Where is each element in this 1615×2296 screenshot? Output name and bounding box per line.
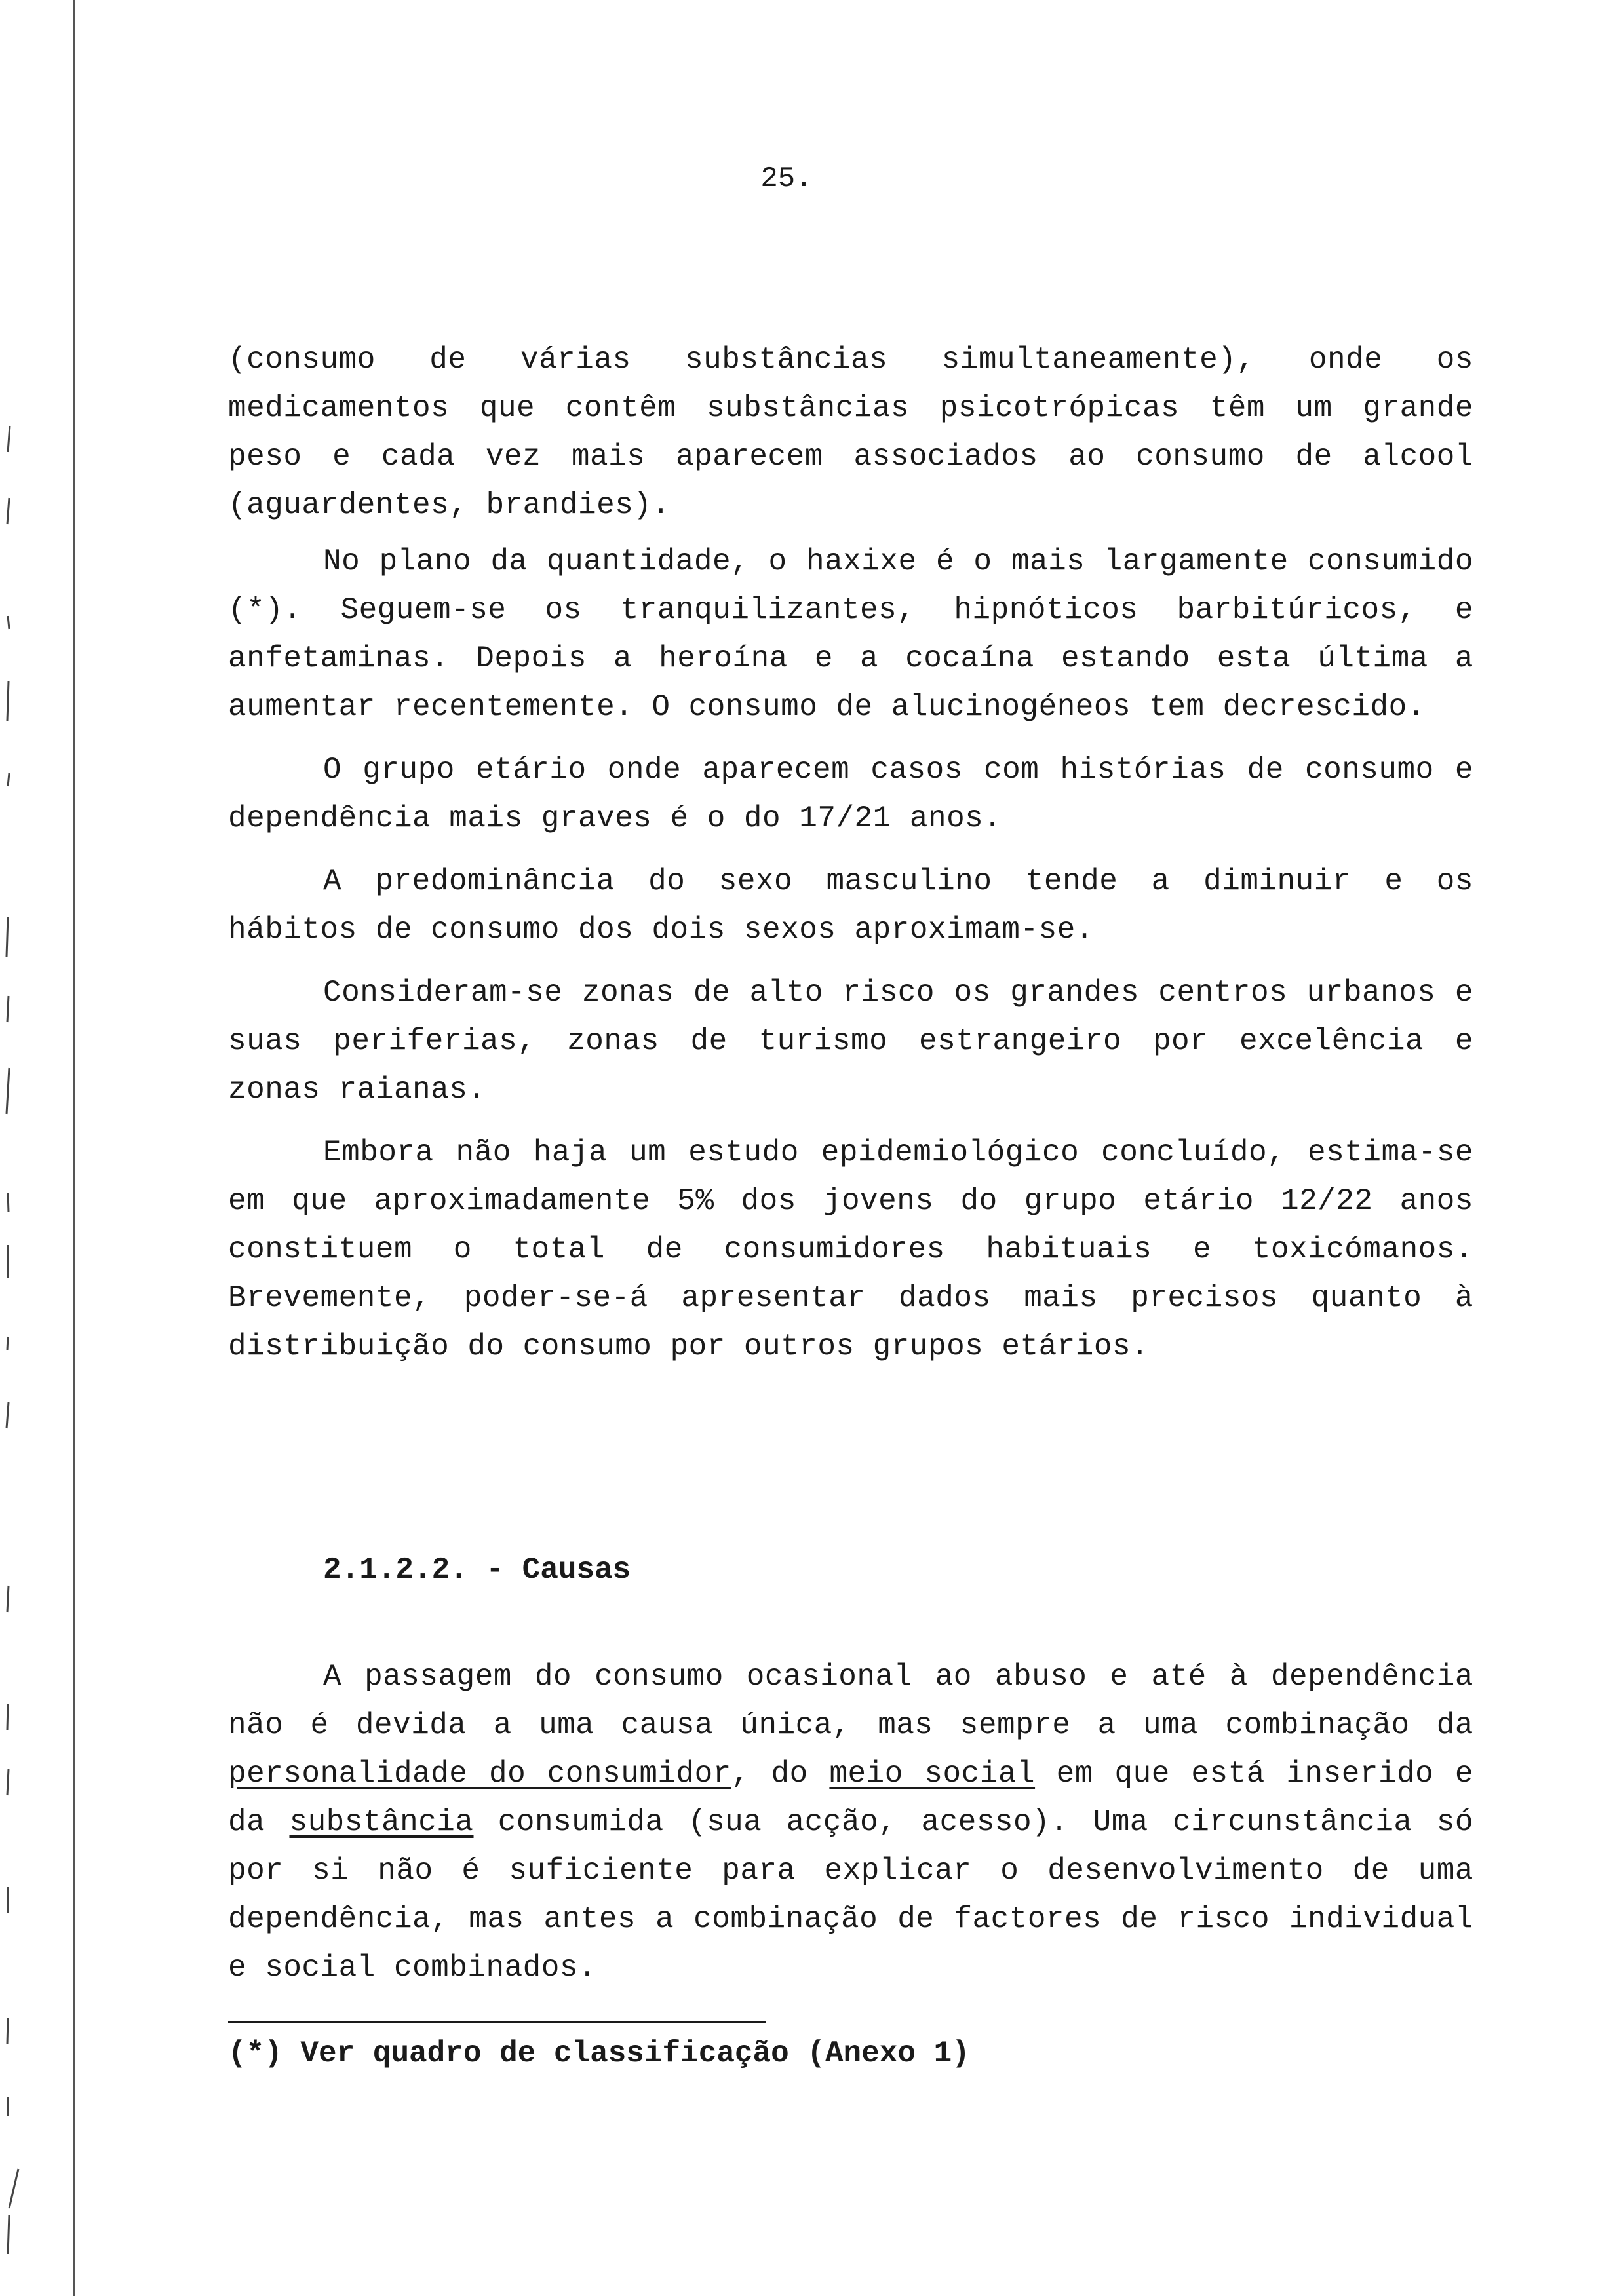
section-paragraph xyxy=(228,1653,1473,1992)
paragraph-1: (consumo de várias substâncias simultaneamente), onde os medicamentos que contêm substâncias psicotrópicas têm um grande peso e cada vez mais aparecem associados ao consumo de alcool (aguardentes, brandies). xyxy=(228,343,1473,522)
section-heading: 2.1.2.2. - Causas xyxy=(323,1553,631,1587)
body-text xyxy=(228,335,1473,1371)
paragraph-5: Consideram-se zonas de alto risco os grandes centros urbanos e suas periferias, zonas de turismo estrangeiro por excelência e zonas raianas. xyxy=(228,976,1473,1107)
underlined-substance: substância xyxy=(289,1805,474,1839)
paragraph-4: A predominância do sexo masculino tende a diminuir e os hábitos de consumo dos dois sexos aproximam-se. xyxy=(228,864,1473,947)
underlined-social-environment: meio social xyxy=(829,1757,1036,1791)
section-text-a: A passagem do consumo ocasional ao abuso e até à dependência não é devida a uma causa única, mas sempre a uma combinação da xyxy=(228,1660,1473,1742)
footnote-divider xyxy=(228,2021,766,2023)
section-text xyxy=(228,1653,1473,1992)
section-text-b: , do xyxy=(731,1757,830,1791)
binding-edge xyxy=(73,0,75,2296)
paragraph-3: O grupo etário onde aparecem casos com histórias de consumo e dependência mais graves é o do 17/21 anos. xyxy=(228,753,1473,835)
page-number: 25. xyxy=(760,163,813,195)
paragraph-2: No plano da quantidade, o haxixe é o mais largamente consumido (*). Seguem-se os tranquilizantes, hipnóticos barbitúricos, e anfetaminas. Depois a heroína e a cocaína estando esta última a aumentar recentemente. O consumo de alucinogéneos tem decrescido. xyxy=(228,545,1473,724)
footnote: (*) Ver quadro de classificação (Anexo 1) xyxy=(228,2037,970,2071)
section-text-d: consumida (sua acção, acesso). Uma circunstância só por si não é suficiente para explicar o desenvolvimento de uma dependência, mas antes a combinação de factores de risco individual e social combinados. xyxy=(228,1805,1473,1985)
paragraph-6: Embora não haja um estudo epidemiológico concluído, estima-se em que aproximadamente 5% dos jovens do grupo etário 12/22 anos constituem o total de consumidores habituais e toxicómanos. Brevemente, poder-se-á apresentar dados mais precisos quanto à distribuição do consumo por outros grupos etários. xyxy=(228,1136,1473,1364)
underlined-personality: personalidade do consumidor xyxy=(228,1757,731,1791)
section-text-c: em que está inserido e da xyxy=(228,1757,1474,1839)
binding-marks xyxy=(0,0,39,2296)
